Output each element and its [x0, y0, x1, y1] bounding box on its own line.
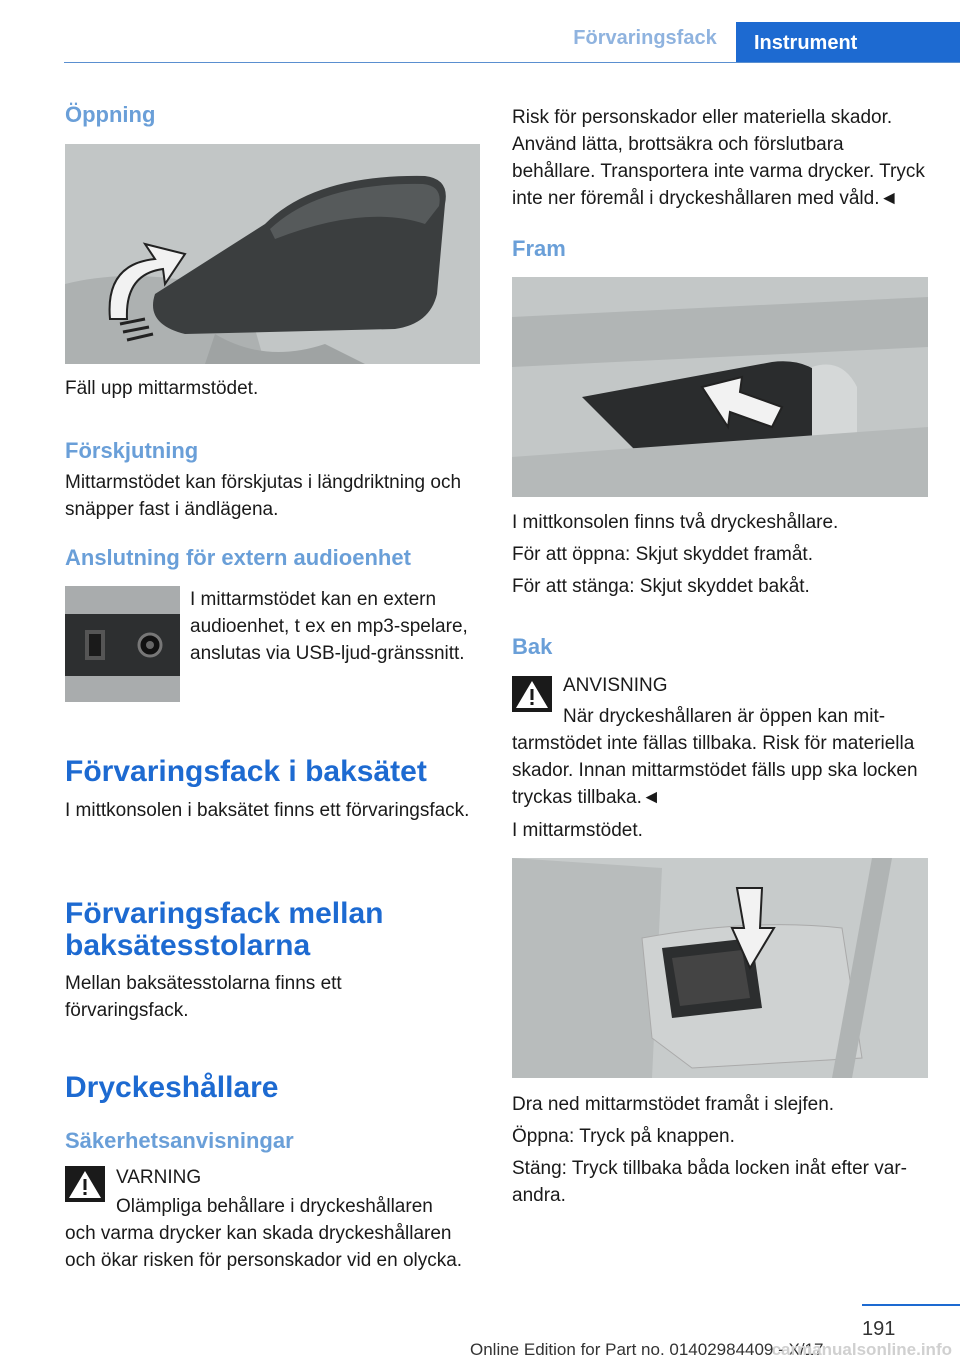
bak-heading: Bak	[512, 634, 553, 659]
fram-heading: Fram	[512, 236, 566, 261]
footer-divider	[862, 1304, 960, 1306]
bak-line-3: Stäng: Tryck tillbaka båda locken inåt efter var-andra.	[512, 1158, 907, 1206]
sakerhet-heading: Säkerhetsanvisningar	[65, 1128, 294, 1153]
armrest-open-image	[65, 144, 480, 364]
chapter-tab[interactable]: Instrument	[736, 22, 960, 62]
anslutning-heading: Anslutning för extern audioenhet	[65, 545, 411, 570]
oppning-heading: Öppning	[65, 102, 156, 127]
varning-text-1: Olämpliga behållare i dryckeshållaren	[116, 1196, 433, 1217]
rear-cupholder-image	[512, 858, 928, 1078]
warning-triangle-icon	[65, 1166, 105, 1202]
header-divider	[64, 62, 960, 63]
dryckeshallare-heading: Dryckeshållare	[65, 1071, 279, 1104]
watermark: carmanualsonline.info	[771, 1340, 952, 1359]
fram-line-3: För att stänga: Skjut skyddet bakåt.	[512, 576, 810, 597]
bak-line-2: Öppna: Tryck på knappen.	[512, 1126, 735, 1147]
anvisning-label: ANVISNING	[563, 675, 668, 696]
bak-line-1: Dra ned mittarmstödet framåt i slejfen.	[512, 1094, 835, 1115]
oppning-caption: Fäll upp mittarmstödet.	[65, 378, 259, 399]
fram-line-2: För att öppna: Skjut skyddet framåt.	[512, 544, 813, 565]
anslutning-text: I mittarmstödet kan en extern audioenhet, t ex en mp3-spelare, anslutas via USB-ljud-gränssnitt.	[190, 589, 468, 664]
anvisning-triangle-icon	[512, 676, 552, 712]
baksate-heading: Förvaringsfack i baksätet	[65, 755, 427, 788]
varning-label: VARNING	[116, 1167, 202, 1188]
edition-text: Online Edition for Part no. 01402984409 - X/17	[470, 1340, 824, 1359]
mellan-text: Mellan baksätesstolarna finns ett förvaringsfack.	[65, 973, 342, 1021]
anvisning-text-2: tarmstödet inte fällas tillbaka. Risk för materiella skador. Innan mittarmstödet fälls upp ska locken tryckas tillbaka.◄	[512, 733, 918, 808]
usb-audio-image	[65, 586, 180, 702]
risk-text: Risk för personskador eller materiella skador. Använd lätta, brottsäkra och förslutbara behållare. Transportera inte varma drycker. Tryck inte ner föremål i dryckeshållaren med våld.◄	[512, 107, 925, 209]
baksate-text: I mittkonsolen i baksätet finns ett förvaringsfack.	[65, 800, 470, 821]
forskjutning-text: Mittarmstödet kan förskjutas i längdriktning och snäpper fast i ändlägena.	[65, 472, 462, 520]
fram-line-1: I mittkonsolen finns två dryckeshållare.	[512, 512, 839, 533]
forskjutning-heading: Förskjutning	[65, 438, 199, 463]
varning-text-2: och varma drycker kan skada dryckeshållaren och ökar risken för personskador vid en olycka.	[65, 1223, 463, 1271]
mellan-heading: Förvaringsfack mellan baksätesstolarna	[65, 897, 384, 962]
anvisning-text-1: När dryckeshållaren är öppen kan mit-	[563, 706, 886, 727]
section-tab[interactable]: Förvaringsfack	[573, 27, 717, 49]
page-number: 191	[862, 1318, 896, 1340]
front-cupholder-image	[512, 277, 928, 497]
mittarm-text: I mittarmstödet.	[512, 820, 643, 841]
